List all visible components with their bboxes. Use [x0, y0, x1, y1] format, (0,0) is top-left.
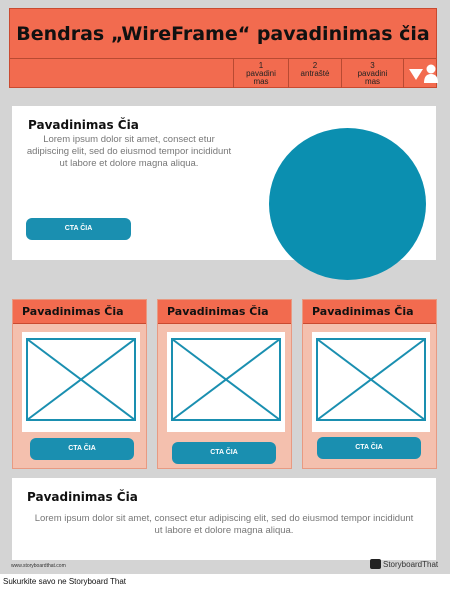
site-url[interactable]: www.storyboardthat.com — [11, 563, 66, 569]
footer-caption: Sukurkite savo ne Storyboard That — [3, 577, 127, 586]
image-placeholder-icon — [171, 338, 281, 421]
bottom-section — [12, 478, 436, 560]
image-placeholder-icon — [316, 338, 426, 421]
hero-body-text: Lorem ipsum dolor sit amet, consect etur adipiscing elit, sed do eiusmod tempor incididunt ut labore et dolore magna aliqua. — [26, 134, 232, 169]
card-image-panel — [167, 332, 285, 432]
card-3 — [302, 299, 437, 469]
hero-circle-image — [269, 128, 426, 280]
card-image-panel — [22, 332, 140, 432]
hero-heading: Pavadinimas Čia — [28, 118, 139, 132]
card-header — [13, 300, 146, 324]
header-bar — [9, 8, 437, 88]
card-2 — [157, 299, 292, 469]
card-title: Pavadinimas Čia — [167, 305, 269, 318]
card-title: Pavadinimas Čia — [22, 305, 124, 318]
image-placeholder-icon — [26, 338, 136, 421]
triangle-down-icon[interactable] — [409, 69, 423, 80]
user-icon[interactable] — [424, 64, 438, 84]
bottom-body-text: Lorem ipsum dolor sit amet, consect etur adipiscing elit, sed do eiusmod tempor incididunt ut labore et dolore magna aliqua. — [34, 513, 414, 536]
brand-logo[interactable] — [370, 558, 438, 570]
brand-name: StoryboardThat — [383, 559, 439, 569]
card-1 — [12, 299, 147, 469]
card-title: Pavadinimas Čia — [312, 305, 414, 318]
card-cta-button[interactable]: CTA ČIA — [172, 442, 276, 464]
nav-bar — [10, 59, 436, 88]
nav-item-3[interactable]: 3 pavadini mas — [341, 59, 403, 88]
card-header — [158, 300, 291, 324]
bottom-heading: Pavadinimas Čia — [27, 490, 138, 504]
storyboard-logo-icon — [370, 559, 381, 569]
nav-icons — [403, 59, 438, 88]
page-title: Bendras „WireFrame“ pavadinimas čia — [16, 23, 430, 45]
card-header — [303, 300, 436, 324]
nav-item-2[interactable]: 2 antraštė — [288, 59, 341, 88]
hero-cta-button[interactable]: CTA ČIA — [26, 218, 131, 240]
card-image-panel — [312, 332, 430, 432]
nav-item-1[interactable]: 1 pavadini mas — [233, 59, 288, 88]
card-cta-button[interactable]: CTA ČIA — [30, 438, 134, 460]
card-cta-button[interactable]: CTA ČIA — [317, 437, 421, 459]
